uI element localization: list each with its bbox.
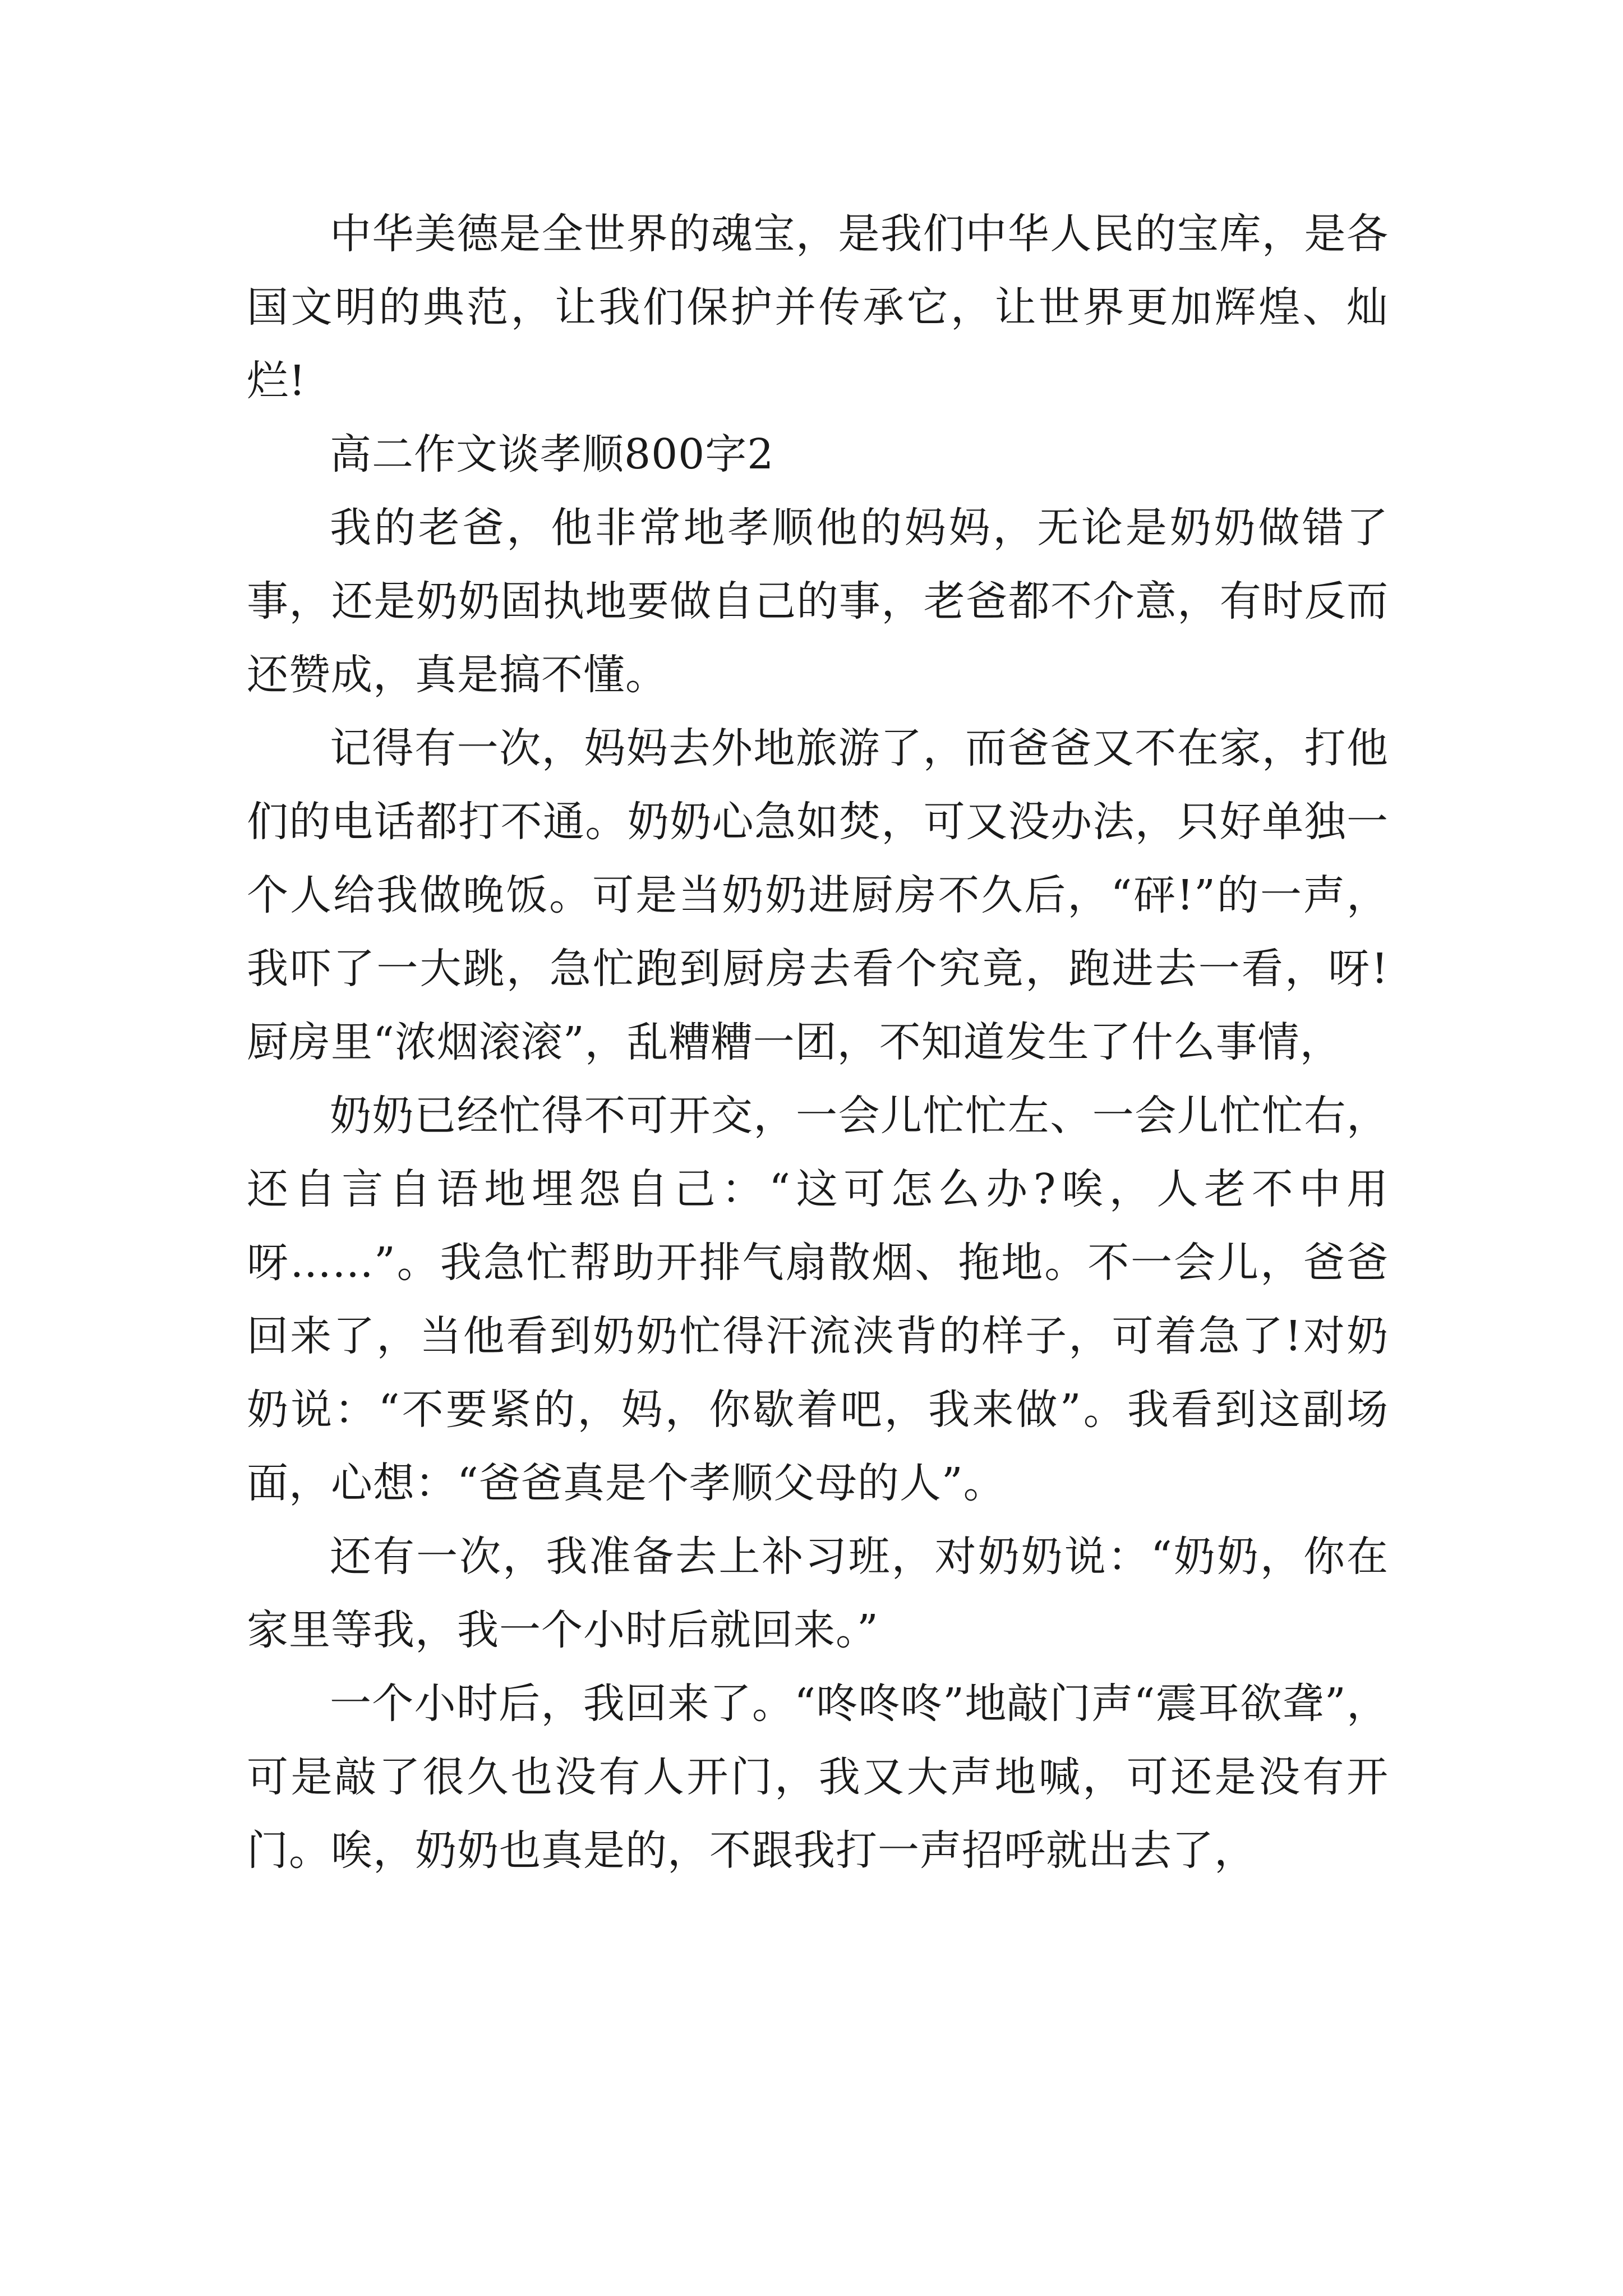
paragraph-tutoring: 还有一次，我准备去上补习班，对奶奶说：“奶奶，你在家里等我，我一个小时后就回来。” (247, 1533, 1389, 1654)
paragraph-dad: 我的老爸，他非常地孝顺他的妈妈，无论是奶奶做错了事，还是奶奶固执地要做自己的事，老爸都不介意，有时反而还赞成，真是搞不懂。 (247, 504, 1389, 699)
paragraph-kitchen: 记得有一次，妈妈去外地旅游了，而爸爸又不在家，打他们的电话都打不通。奶奶心急如焚，可又没办法，只好单独一个人给我做晚饭。可是当奶奶进厨房不久后，“砰!”的一声，我吓了一大跳，急忙跑到厨房去看个究竟，跑进去一看，呀!厨房里“浓烟滚滚”，乱糟糟一团，不知道发生了什么事情， (247, 724, 1389, 1066)
document-body (247, 197, 1389, 1888)
paragraph-knocking: 一个小时后，我回来了。“咚咚咚”地敲门声“震耳欲聋”，可是敲了很久也没有人开门，我又大声地喊，可还是没有开门。唉，奶奶也真是的，不跟我打一声招呼就出去了， (247, 1680, 1389, 1875)
section-heading: 高二作文谈孝顺800字2 (330, 430, 774, 478)
paragraph-intro: 中华美德是全世界的魂宝，是我们中华人民的宝库，是各国文明的典范，让我们保护并传承它，让世界更加辉煌、灿烂! (247, 210, 1389, 405)
paragraph-grandma-busy: 奶奶已经忙得不可开交，一会儿忙忙左、一会儿忙忙右，还自言自语地埋怨自己：“这可怎么办?唉，人老不中用呀……”。我急忙帮助开排气扇散烟、拖地。不一会儿，爸爸回来了，当他看到奶奶忙得汗流浃背的样子，可着急了!对奶奶说：“不要紧的，妈，你歇着吧，我来做”。我看到这副场面，心想：“爸爸真是个孝顺父母的人”。 (247, 1092, 1389, 1507)
